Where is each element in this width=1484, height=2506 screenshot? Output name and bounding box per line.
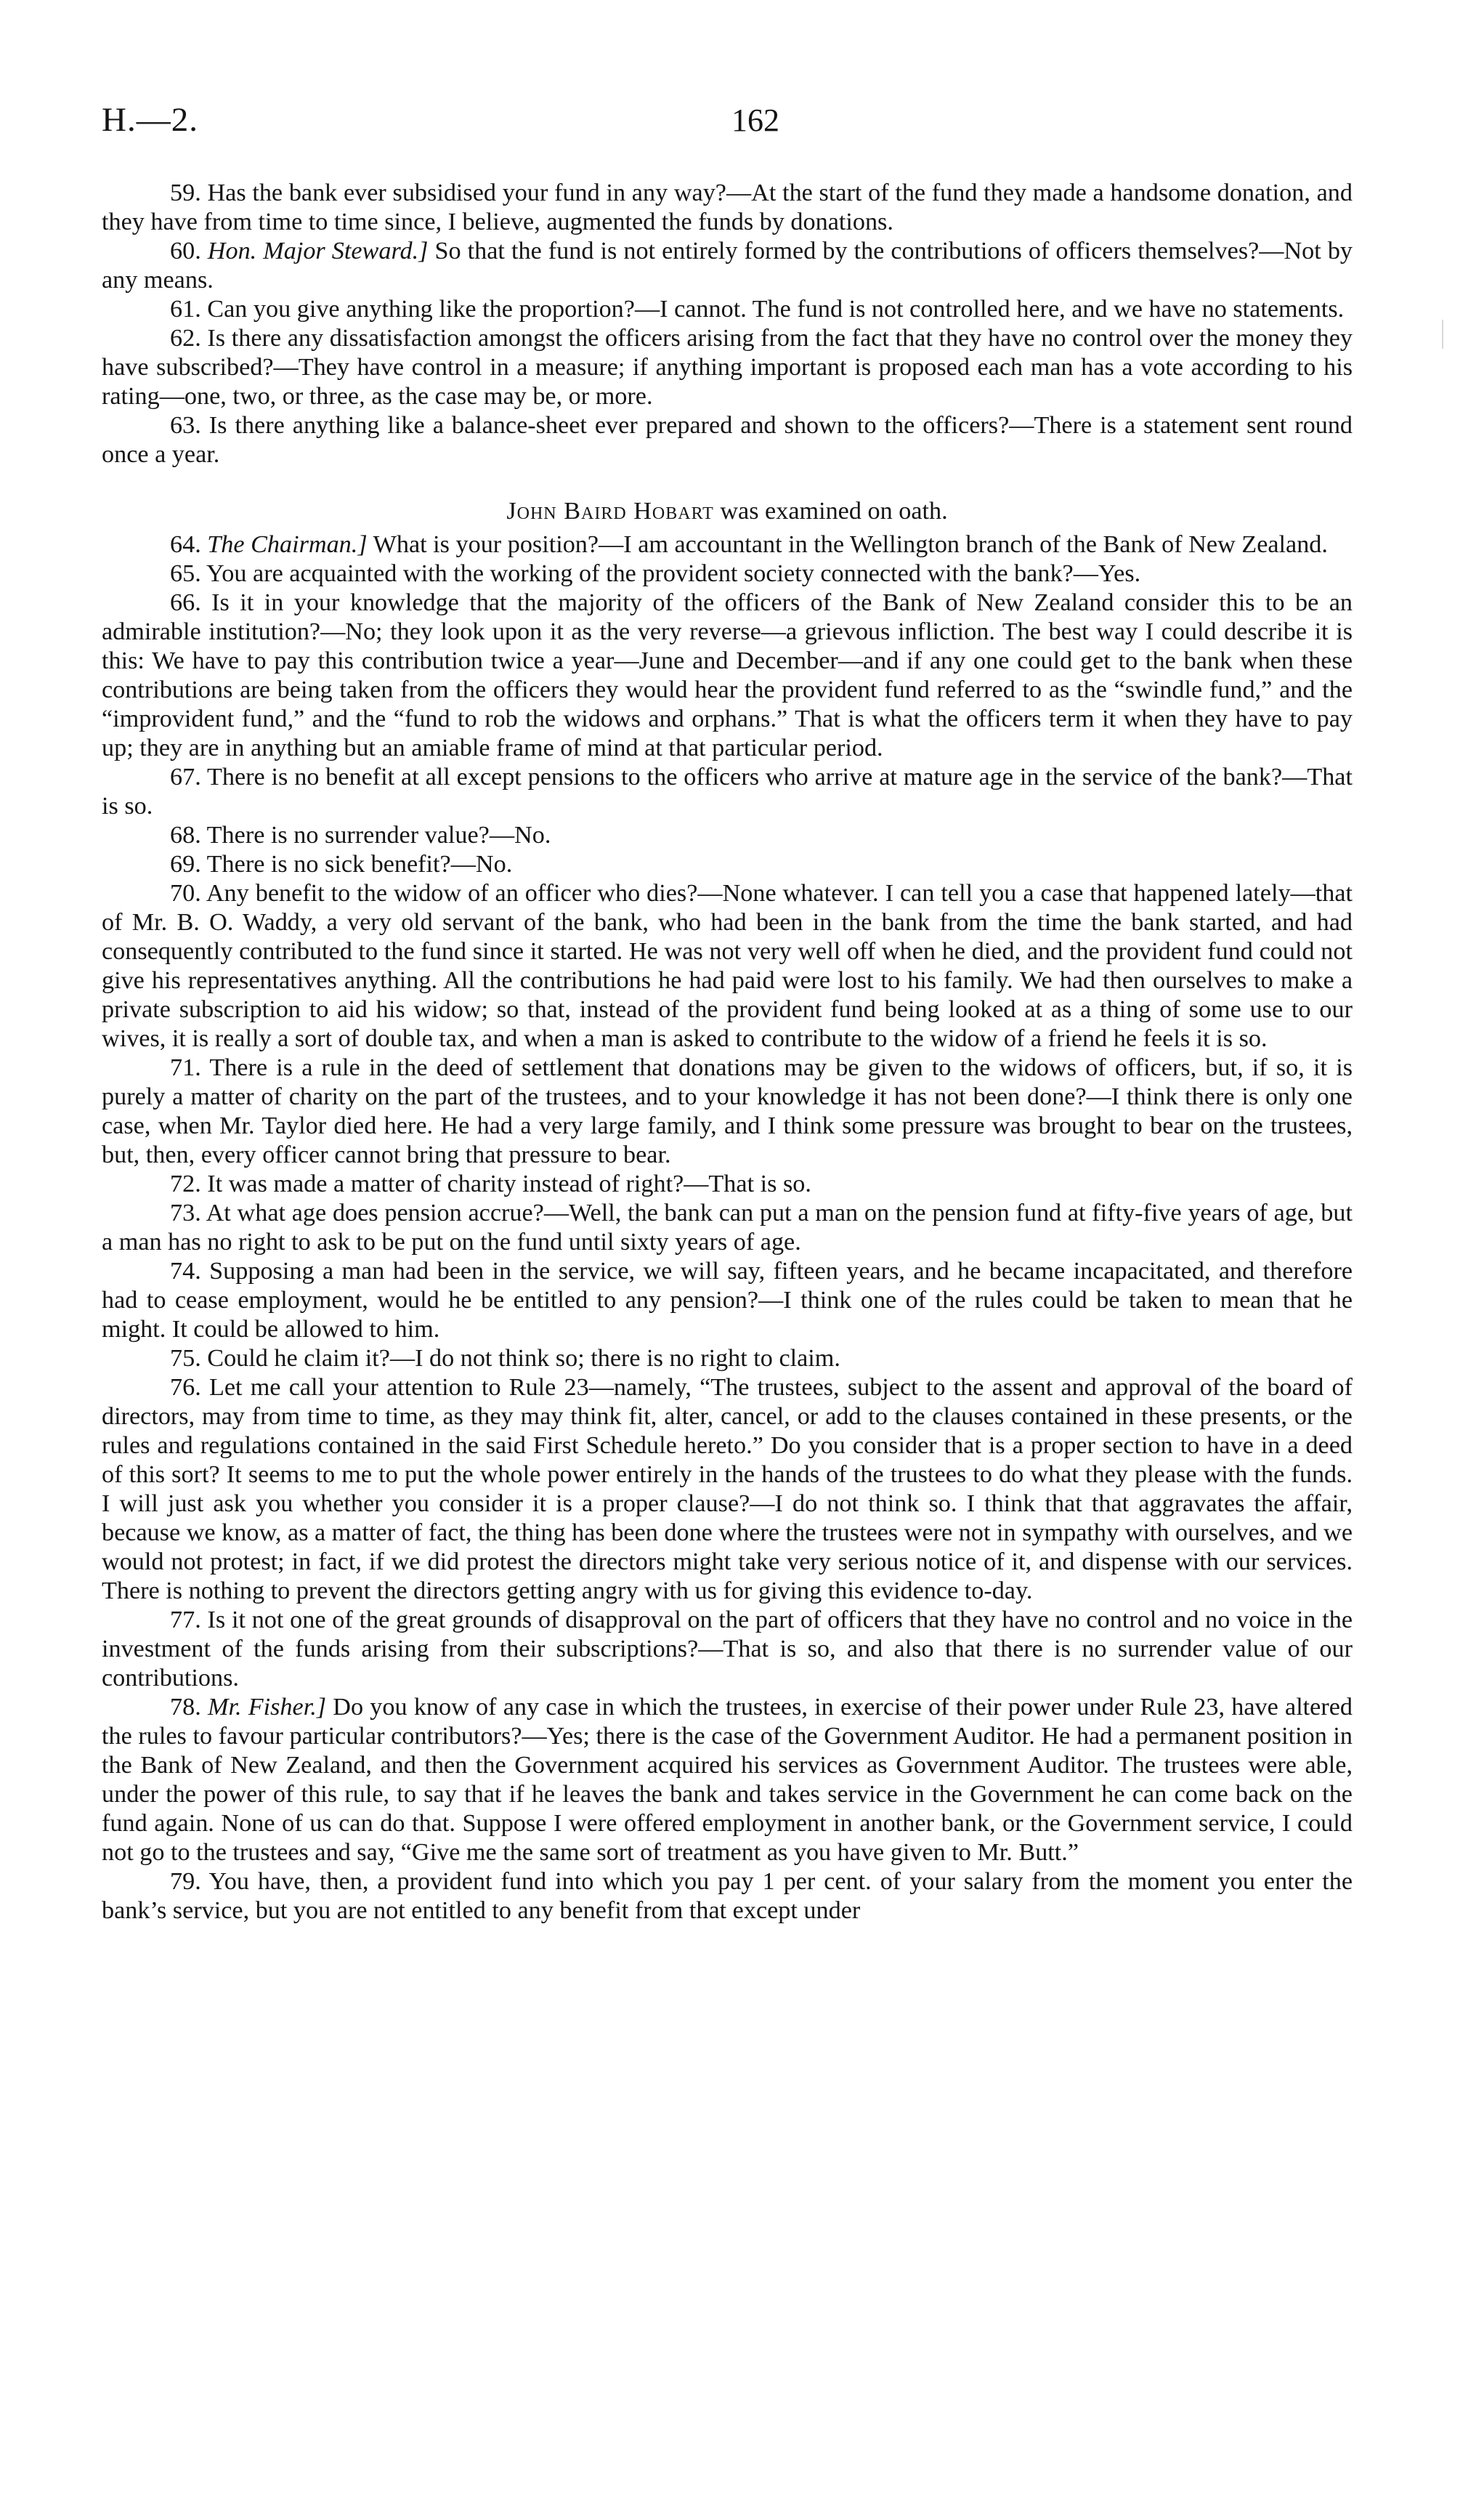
question-paragraph bbox=[102, 237, 1353, 295]
question-number: 74. bbox=[170, 1258, 201, 1285]
question-text: There is no benefit at all except pensions to the officers who arrive at mature age in the service of the bank?—That is so. bbox=[102, 764, 1353, 820]
question-text: There is no surrender value?—No. bbox=[206, 822, 551, 849]
question-paragraph bbox=[102, 821, 1353, 850]
question-paragraph bbox=[102, 179, 1353, 237]
question-number: 72. bbox=[170, 1171, 201, 1197]
question-number: 76. bbox=[170, 1374, 201, 1401]
question-text: What is your position?—I am accountant in the Wellington branch of the Bank of New Zealand. bbox=[373, 531, 1328, 558]
question-text: Is it in your knowledge that the majority of the officers of the Bank of New Zealand consider this to be an admirable institution?—No; they look upon it as the very reverse—a grievous infliction. The best way I could describe it is this: We have to pay this contribution twice a year—June and December—and if any one could get to the bank when these contributions are being taken from the officers they would hear the provident fund referred to as the “swindle fund,” and the “improvident fund,” and the “fund to rob the widows and orphans.” That is what the officers term it when they have to pay up; they are in anything but an amiable frame of mind at that particular period. bbox=[102, 589, 1353, 761]
question-text: Do you know of any case in which the trustees, in exercise of their power under Rule 23, have altered the rules to favour particular contributors?—Yes; there is the case of the Government Auditor. He had a permanent position in the Bank of New Zealand, and then the Government acquired his services as Government Auditor. The trustees were able, under the power of this rule, to say that if he leaves the bank and takes service in the Government he can come back on the fund again. None of us can do that. Suppose I were offered employment in another bank, or the Government service, I could not go to the trustees and say, “Give me the same sort of treatment as you have given to Mr. Butt.” bbox=[102, 1694, 1353, 1866]
witness-heading bbox=[102, 497, 1353, 526]
question-text: Can you give anything like the proportion?—I cannot. The fund is not controlled here, and we have no statements. bbox=[207, 296, 1345, 323]
question-text: Let me call your attention to Rule 23—namely, “The trustees, subject to the assent and approval of the board of directors, may from time to time, as they may think fit, alter, cancel, or add to the clauses contained in these presents, or the rules and regulations contained in the said First Schedule hereto.” Do you consider that is a proper section to have in a deed of this sort? It seems to me to put the whole power entirely in the hands of the trustees to do what they please with the funds. I will just ask you whether you consider it is a proper clause?—I do not think so. I think that that aggravates the affair, because we know, as a matter of fact, the thing has been done where the trustees were not in sympathy with ourselves, and we would not protest; in fact, if we did protest the directors might take very serious notice of it, and dispense with our services. There is nothing to prevent the directors getting angry with us for giving this evidence to-day. bbox=[102, 1374, 1353, 1604]
question-number: 65. bbox=[170, 560, 201, 587]
question-paragraph bbox=[102, 324, 1353, 411]
speaker-name: The Chairman.] bbox=[207, 531, 368, 558]
question-text: There is a rule in the deed of settlement that donations may be given to the widows of officers, but, if so, it is purely a matter of charity on the part of the trustees, and to your knowledge it has not been done?—I think there is only one case, when Mr. Taylor died here. He had a very large family, and I think some pressure was brought to bear on the trustees, but, then, every officer cannot bring that pressure to bear. bbox=[102, 1054, 1353, 1168]
question-text: At what age does pension accrue?—Well, the bank can put a man on the pension fund at fifty-five years of age, but a man has no right to ask to be put on the fund until sixty years of age. bbox=[102, 1200, 1353, 1256]
question-paragraph bbox=[102, 1199, 1353, 1257]
margin-speck bbox=[1442, 320, 1443, 349]
question-number: 79. bbox=[170, 1868, 201, 1895]
question-number: 70. bbox=[170, 880, 201, 907]
question-number: 66. bbox=[170, 589, 201, 616]
witness-name: John Baird Hobart bbox=[506, 498, 714, 525]
question-number: 62. bbox=[170, 325, 201, 352]
question-paragraph bbox=[102, 1054, 1353, 1170]
parliamentary-paper-reference: H.—2. bbox=[102, 101, 198, 139]
question-text: It was made a matter of charity instead of right?—That is so. bbox=[207, 1171, 811, 1197]
question-number: 67. bbox=[170, 764, 201, 791]
question-text: So that the fund is not entirely formed by the contributions of officers themselves?—Not by any means. bbox=[102, 238, 1353, 294]
question-text: You have, then, a provident fund into which you pay 1 per cent. of your salary from the moment you enter the bank’s service, but you are not entitled to any benefit from that except under bbox=[102, 1868, 1353, 1924]
question-paragraph bbox=[102, 295, 1353, 324]
question-number: 77. bbox=[170, 1606, 201, 1633]
speaker-name: Mr. Fisher.] bbox=[207, 1694, 327, 1721]
question-number: 69. bbox=[170, 851, 201, 878]
question-number: 78. bbox=[170, 1694, 201, 1721]
question-text: There is no sick benefit?—No. bbox=[206, 851, 513, 878]
question-number: 73. bbox=[170, 1200, 201, 1226]
question-paragraph bbox=[102, 559, 1353, 589]
question-text: You are acquainted with the working of the provident society connected with the bank?—Yes. bbox=[206, 560, 1141, 587]
question-number: 75. bbox=[170, 1345, 201, 1372]
page-header bbox=[102, 100, 1380, 144]
question-paragraph bbox=[102, 1693, 1353, 1867]
question-paragraph bbox=[102, 1373, 1353, 1606]
question-text: Is there anything like a balance-sheet ever prepared and shown to the officers?—There is a statement sent round once a year. bbox=[102, 412, 1353, 468]
question-paragraph bbox=[102, 1606, 1353, 1693]
question-number: 60. bbox=[170, 238, 201, 264]
question-paragraph bbox=[102, 879, 1353, 1054]
question-number: 71. bbox=[170, 1054, 201, 1081]
question-number: 68. bbox=[170, 822, 201, 849]
question-number: 63. bbox=[170, 412, 201, 439]
question-paragraph bbox=[102, 530, 1353, 559]
question-paragraph bbox=[102, 1867, 1353, 1925]
question-number: 59. bbox=[170, 179, 201, 206]
question-number: 61. bbox=[170, 296, 201, 323]
question-text: Has the bank ever subsidised your fund in any way?—At the start of the fund they made a handsome donation, and they have from time to time since, I believe, augmented the funds by donations. bbox=[102, 179, 1353, 235]
speaker-name: Hon. Major Steward.] bbox=[207, 238, 429, 264]
question-paragraph bbox=[102, 1170, 1353, 1199]
question-paragraph bbox=[102, 411, 1353, 469]
question-paragraph bbox=[102, 589, 1353, 763]
witness-oath: was examined on oath. bbox=[720, 498, 948, 525]
question-paragraph bbox=[102, 1344, 1353, 1373]
question-paragraph bbox=[102, 1257, 1353, 1344]
question-text: Any benefit to the widow of an officer who dies?—None whatever. I can tell you a case that happened lately—that of Mr. B. O. Waddy, a very old servant of the bank, who had been in the bank from the time the bank started, and had consequently contributed to the fund since it started. He was not very well off when he died, and the provident fund could not give his representatives anything. All the contributions he had paid were lost to his family. We had then ourselves to make a private subscription to aid his widow; so that, instead of the provident fund being looked at as a thing of some use to our wives, it is really a sort of double tax, and when a man is asked to contribute to the widow of a friend he feels it is so. bbox=[102, 880, 1353, 1052]
question-paragraph bbox=[102, 850, 1353, 879]
question-paragraph bbox=[102, 763, 1353, 821]
question-number: 64. bbox=[170, 531, 201, 558]
page-number: 162 bbox=[731, 102, 779, 138]
question-text: Is it not one of the great grounds of disapproval on the part of officers that they have no control and no voice in the investment of the funds arising from their subscriptions?—That is so, and also that there is no surrender value of our contributions. bbox=[102, 1606, 1353, 1691]
question-text: Supposing a man had been in the service, we will say, fifteen years, and he became incapacitated, and therefore had to cease employment, would he be entitled to any pension?—I think one of the rules could be taken to mean that he might. It could be allowed to him. bbox=[102, 1258, 1353, 1343]
question-text: Could he claim it?—I do not think so; there is no right to claim. bbox=[207, 1345, 840, 1372]
evidence-text bbox=[102, 179, 1353, 1925]
question-text: Is there any dissatisfaction amongst the officers arising from the fact that they have no control over the money they have subscribed?—They have control in a measure; if anything important is proposed each man has a vote according to his rating—one, two, or three, as the case may be, or more. bbox=[102, 325, 1353, 410]
